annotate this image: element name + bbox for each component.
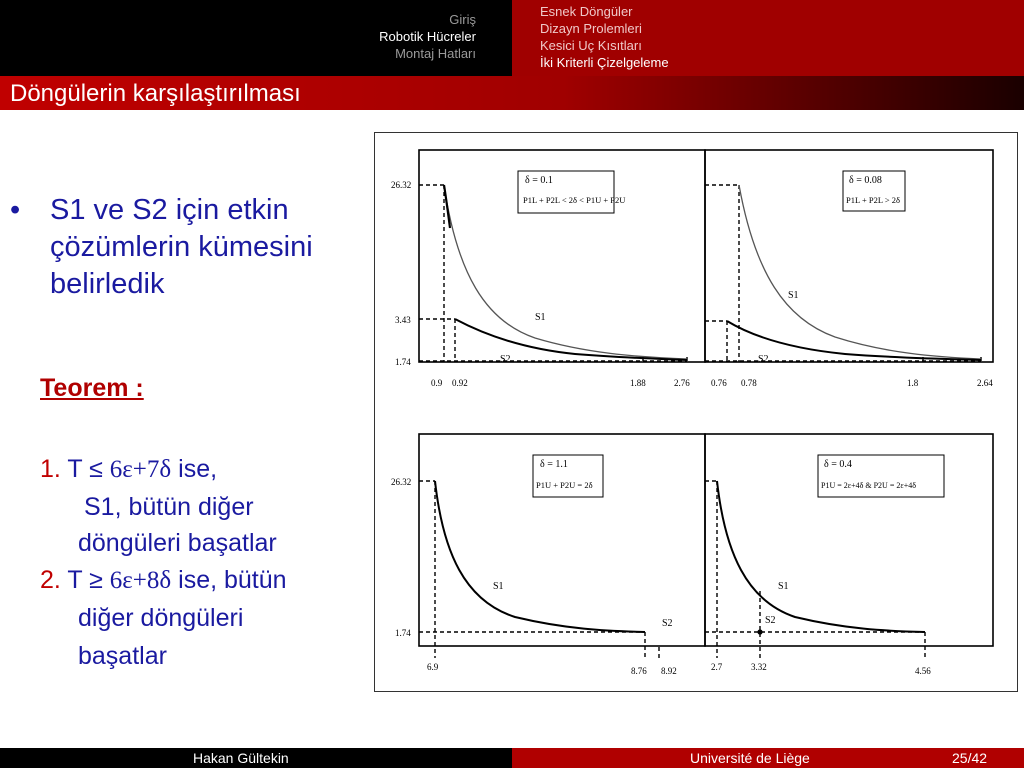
item-cond-expr: 6ε+7δ — [109, 456, 172, 483]
panel-3 — [391, 434, 705, 676]
bullet-icon: • — [10, 194, 21, 226]
delta-label: δ = 1.1 — [540, 459, 568, 470]
x-tick: 0.76 — [711, 378, 727, 388]
y-tick: 1.74 — [395, 628, 411, 638]
item-cond-expr: 6ε+8δ — [109, 567, 172, 594]
curve-label-s1: S1 — [788, 290, 799, 301]
x-tick: 1.88 — [630, 378, 646, 388]
item-cond-prefix: T ≤ — [67, 455, 110, 483]
curve-label-s2: S2 — [765, 615, 776, 626]
curve-s1 — [444, 185, 687, 359]
x-tick: 8.76 — [631, 666, 647, 676]
panel-2 — [705, 150, 993, 388]
footer-page-number: 25/42 — [952, 750, 988, 766]
bullet-text: S1 ve S2 için etkin çözümlerin kümesini belirledik — [50, 194, 313, 300]
nav-item-dizayn-prolemleri[interactable]: Dizayn Prolemleri — [540, 21, 642, 36]
curve-s1 — [435, 481, 645, 632]
y-tick: 3.43 — [395, 315, 411, 325]
theorem-item-1-line2: döngüleri başatlar — [78, 529, 277, 557]
figure-svg — [375, 133, 1017, 691]
nav-item-esnek-donguler[interactable]: Esnek Döngüler — [540, 4, 633, 19]
theorem-item-2-condition — [40, 563, 287, 598]
curve-label-s2: S2 — [758, 354, 769, 365]
curve-s1 — [717, 481, 925, 632]
nav-item-montaj-hatlari[interactable]: Montaj Hatları — [395, 46, 476, 61]
x-tick: 4.56 — [915, 666, 931, 676]
section-nav — [379, 11, 476, 62]
curve-s2 — [455, 319, 687, 360]
curve-label-s1: S1 — [535, 312, 546, 323]
y-tick: 1.74 — [395, 357, 411, 367]
nav-item-robotik-hucreler[interactable]: Robotik Hücreler — [379, 29, 476, 44]
item-cond-suffix: ise, — [171, 455, 218, 483]
intersection-marker — [757, 629, 762, 634]
theorem-item-2-line1: diğer döngüleri — [78, 604, 244, 632]
theorem-item-2-line2: başatlar — [78, 642, 167, 670]
x-tick: 8.92 — [661, 666, 677, 676]
x-tick: 1.8 — [907, 378, 919, 388]
nav-item-kesici-uc[interactable]: Kesici Uç Kısıtları — [540, 38, 642, 53]
footer-left — [0, 748, 512, 768]
x-tick: 2.7 — [711, 662, 723, 672]
panel-frame — [419, 150, 705, 362]
header-right — [512, 0, 1024, 76]
guide-lines — [419, 185, 687, 362]
panel-4 — [705, 434, 993, 676]
guide-lines — [705, 185, 981, 362]
y-tick: 26.32 — [391, 477, 412, 487]
theorem-item-1-line1: S1, bütün diğer — [84, 493, 254, 521]
x-tick: 2.64 — [977, 378, 993, 388]
curve-label-s1: S1 — [493, 581, 504, 592]
footer-right — [512, 748, 1024, 768]
delta-label: δ = 0.08 — [849, 175, 882, 186]
condition-label: P1U = 2ε+4δ & P2U = 2ε+4δ — [821, 481, 916, 490]
footer-author: Hakan Gültekin — [193, 750, 289, 766]
x-tick: 0.9 — [431, 378, 443, 388]
x-tick: 2.76 — [674, 378, 690, 388]
item-number: 2. — [40, 566, 61, 594]
x-tick: 0.78 — [741, 378, 757, 388]
nav-item-iki-kriterli[interactable]: İki Kriterli Çizelgeleme — [540, 55, 669, 70]
condition-label: P1L + P2L < 2δ < P1U + P2U — [523, 195, 626, 205]
subsection-nav — [540, 3, 669, 71]
header-left — [0, 0, 512, 76]
item-cond-prefix: T ≥ — [67, 566, 110, 594]
delta-label: δ = 0.4 — [824, 459, 852, 470]
delta-label: δ = 0.1 — [525, 175, 553, 186]
nav-item-giris[interactable]: Giriş — [449, 12, 476, 27]
curve-label-s2: S2 — [500, 354, 511, 365]
slide-title-bar — [0, 76, 1024, 110]
item-number: 1. — [40, 455, 61, 483]
footer-university: Université de Liège — [690, 750, 810, 766]
x-tick: 3.32 — [751, 662, 767, 672]
curve-label-s1: S1 — [778, 581, 789, 592]
header-bar — [0, 0, 1024, 76]
curve-label-s2: S2 — [662, 618, 673, 629]
x-tick: 0.92 — [452, 378, 468, 388]
item-cond-suffix: ise, bütün — [171, 566, 287, 594]
condition-label: P1U + P2U = 2δ — [536, 480, 593, 490]
theorem-heading: Teorem : — [40, 374, 144, 402]
x-tick: 6.9 — [427, 662, 439, 672]
panel-1 — [391, 150, 705, 388]
dominance-figure — [374, 132, 1018, 692]
slide-title: Döngülerin karşılaştırılması — [10, 80, 301, 107]
footer-bar — [0, 748, 1024, 768]
condition-label: P1L + P2L > 2δ — [846, 195, 901, 205]
curve-s1-head — [444, 185, 450, 228]
theorem-item-1-condition — [40, 452, 217, 487]
y-tick: 26.32 — [391, 180, 412, 190]
